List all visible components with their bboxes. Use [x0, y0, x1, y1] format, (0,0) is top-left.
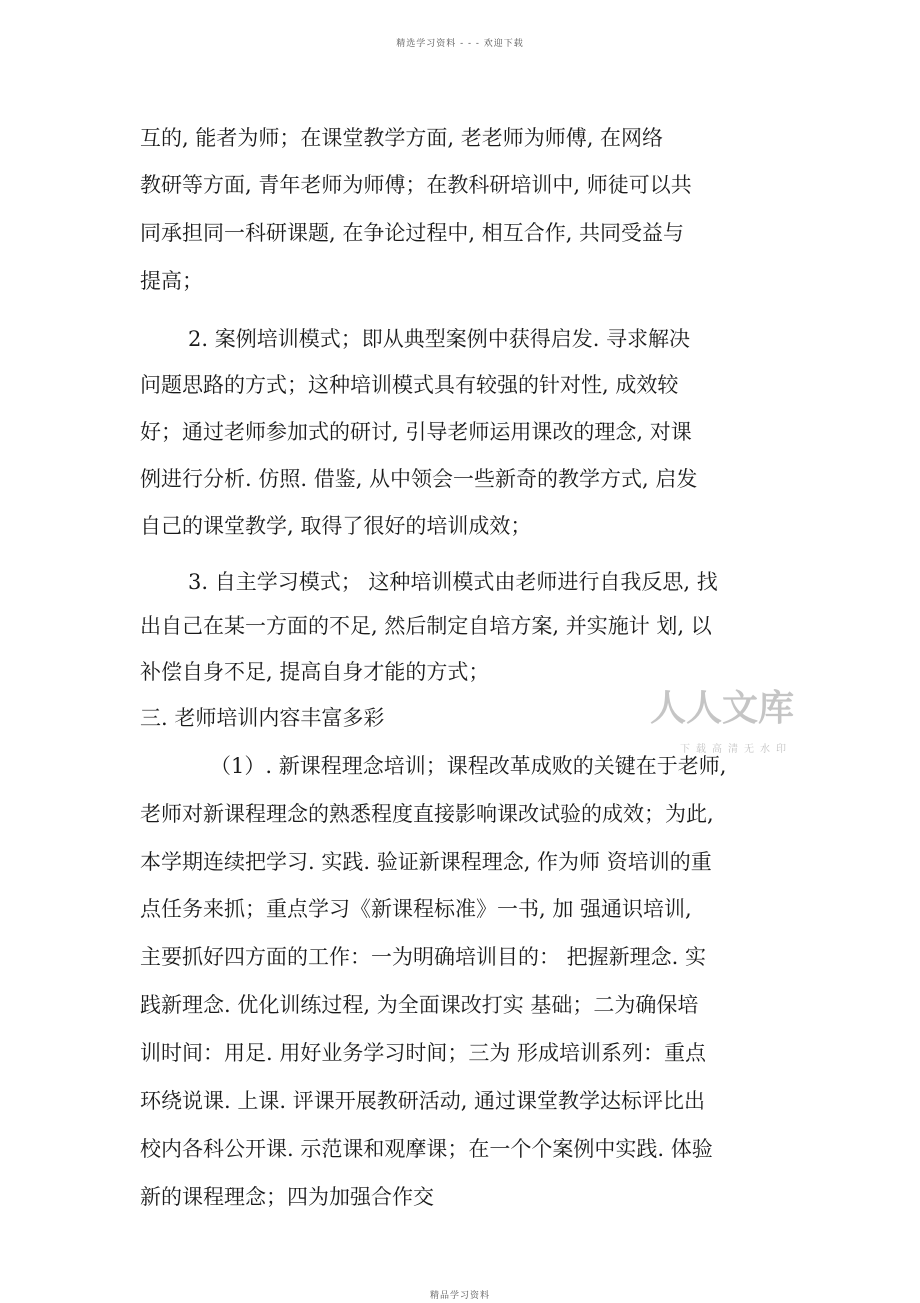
text-line: 同承担同一科研课题, 在争论过程中, 相互合作, 共同受益与: [140, 221, 685, 245]
text-line: 问题思路的方式；这种培训模式具有较强的针对性, 成效较: [140, 373, 679, 397]
text-line: 出自己在某一方面的不足, 然后制定自培方案, 并实施计 划, 以: [140, 614, 712, 638]
text-line: 互的, 能者为师；在课堂教学方面, 老老师为师傅, 在网络: [140, 126, 664, 150]
text-line: 2. 案例培训模式；即从典型案例中获得启发. 寻求解决: [188, 327, 691, 351]
text-line: 补偿自身不足, 提高自身才能的方式；: [140, 660, 490, 684]
watermark: [640, 680, 800, 770]
text-line: 践新理念. 优化训练过程, 为全面课改打实 基础；二为确保培: [140, 993, 699, 1017]
text-line: 好；通过老师参加式的研讨, 引导老师运用课改的理念, 对课: [140, 420, 692, 444]
text-line: 提高；: [140, 269, 203, 293]
watermark-subtitle: 下载高清无水印: [680, 744, 792, 755]
text-line: 主要抓好四方面的工作：一为明确培训目的： 把握新理念. 实: [140, 945, 707, 969]
text-line: 训时间：用足. 用好业务学习时间；三为 形成培训系列：重点: [140, 1041, 707, 1065]
text-line: 新的课程理念；四为加强合作交: [140, 1185, 434, 1209]
watermark-title: 人人文库: [650, 688, 795, 729]
text-line: 环绕说课. 上课. 评课开展教研活动, 通过课堂教学达标评比出: [140, 1089, 706, 1113]
text-line: 本学期连续把学习. 实践. 验证新课程理念, 作为师 资培训的重: [140, 850, 712, 874]
text-line: 3. 自主学习模式； 这种培训模式由老师进行自我反思, 找: [188, 570, 718, 594]
section-heading: 三. 老师培训内容丰富多彩: [140, 706, 385, 730]
text-line: 自己的课堂教学, 取得了很好的培训成效；: [140, 514, 532, 538]
text-line: 点任务来抓；重点学习《新课程标准》一书, 加 强通识培训,: [140, 897, 692, 921]
page-footer: 精品学习资料: [429, 1291, 490, 1301]
text-line: 校内各科公开课. 示范课和观摩课；在一个个案例中实践. 体验: [140, 1137, 713, 1161]
text-line: 教研等方面, 青年老师为师傅；在教科研培训中, 师徒可以共: [140, 173, 692, 197]
text-line: 老师对新课程理念的熟悉程度直接影响课改试验的成效；为此,: [140, 802, 714, 826]
text-line: 例进行分析. 仿照. 借鉴, 从中领会一些新奇的教学方式, 启发: [140, 467, 698, 491]
text-line: （1）. 新课程理念培训；课程改革成败的关键在于老师,: [210, 754, 727, 778]
page-header: 精选学习资料 - - - 欢迎下载: [396, 39, 524, 49]
